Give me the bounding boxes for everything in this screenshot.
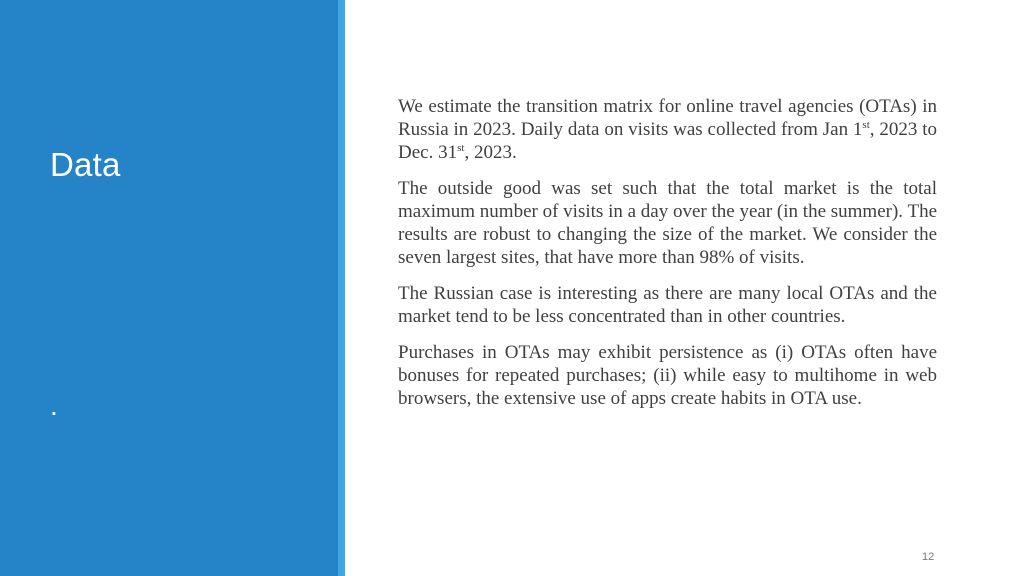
accent-strip [338,0,345,576]
paragraph-data-collection [398,95,937,164]
paragraph-russian-case: The Russian case is interesting as there are many local OTAs and the market tend to be less concentrated than in other countries. [398,283,937,327]
bullet-marker: . [50,390,58,421]
paragraph-persistence: Purchases in OTAs may exhibit persistence as (i) OTAs often have bonuses for repeated purchases; (ii) while easy to multihome in web browsers, the extensive use of apps create habits in OTA use. [398,342,937,409]
page-number: 12 [922,551,935,563]
ordinal-suffix: st [862,119,870,131]
paragraph-text: , 2023 to Dec. 31 [398,119,937,163]
paragraph-outside-good: The outside good was set such that the total market is the total maximum number of visits in a day over the year (in the summer). The results are robust to changing the size of the market. We consider the seven largest sites, that have more than 98% of visits. [398,178,937,268]
paragraph-text: , 2023. [464,142,517,163]
body-text [398,95,937,423]
ordinal-suffix: st [457,142,465,154]
slide-title: Data [50,146,121,183]
paragraph-text: We estimate the transition matrix for online travel agencies (OTAs) in Russia in 2023. Daily data on visits was collected from Jan 1 [398,96,937,140]
title-panel [0,0,338,576]
